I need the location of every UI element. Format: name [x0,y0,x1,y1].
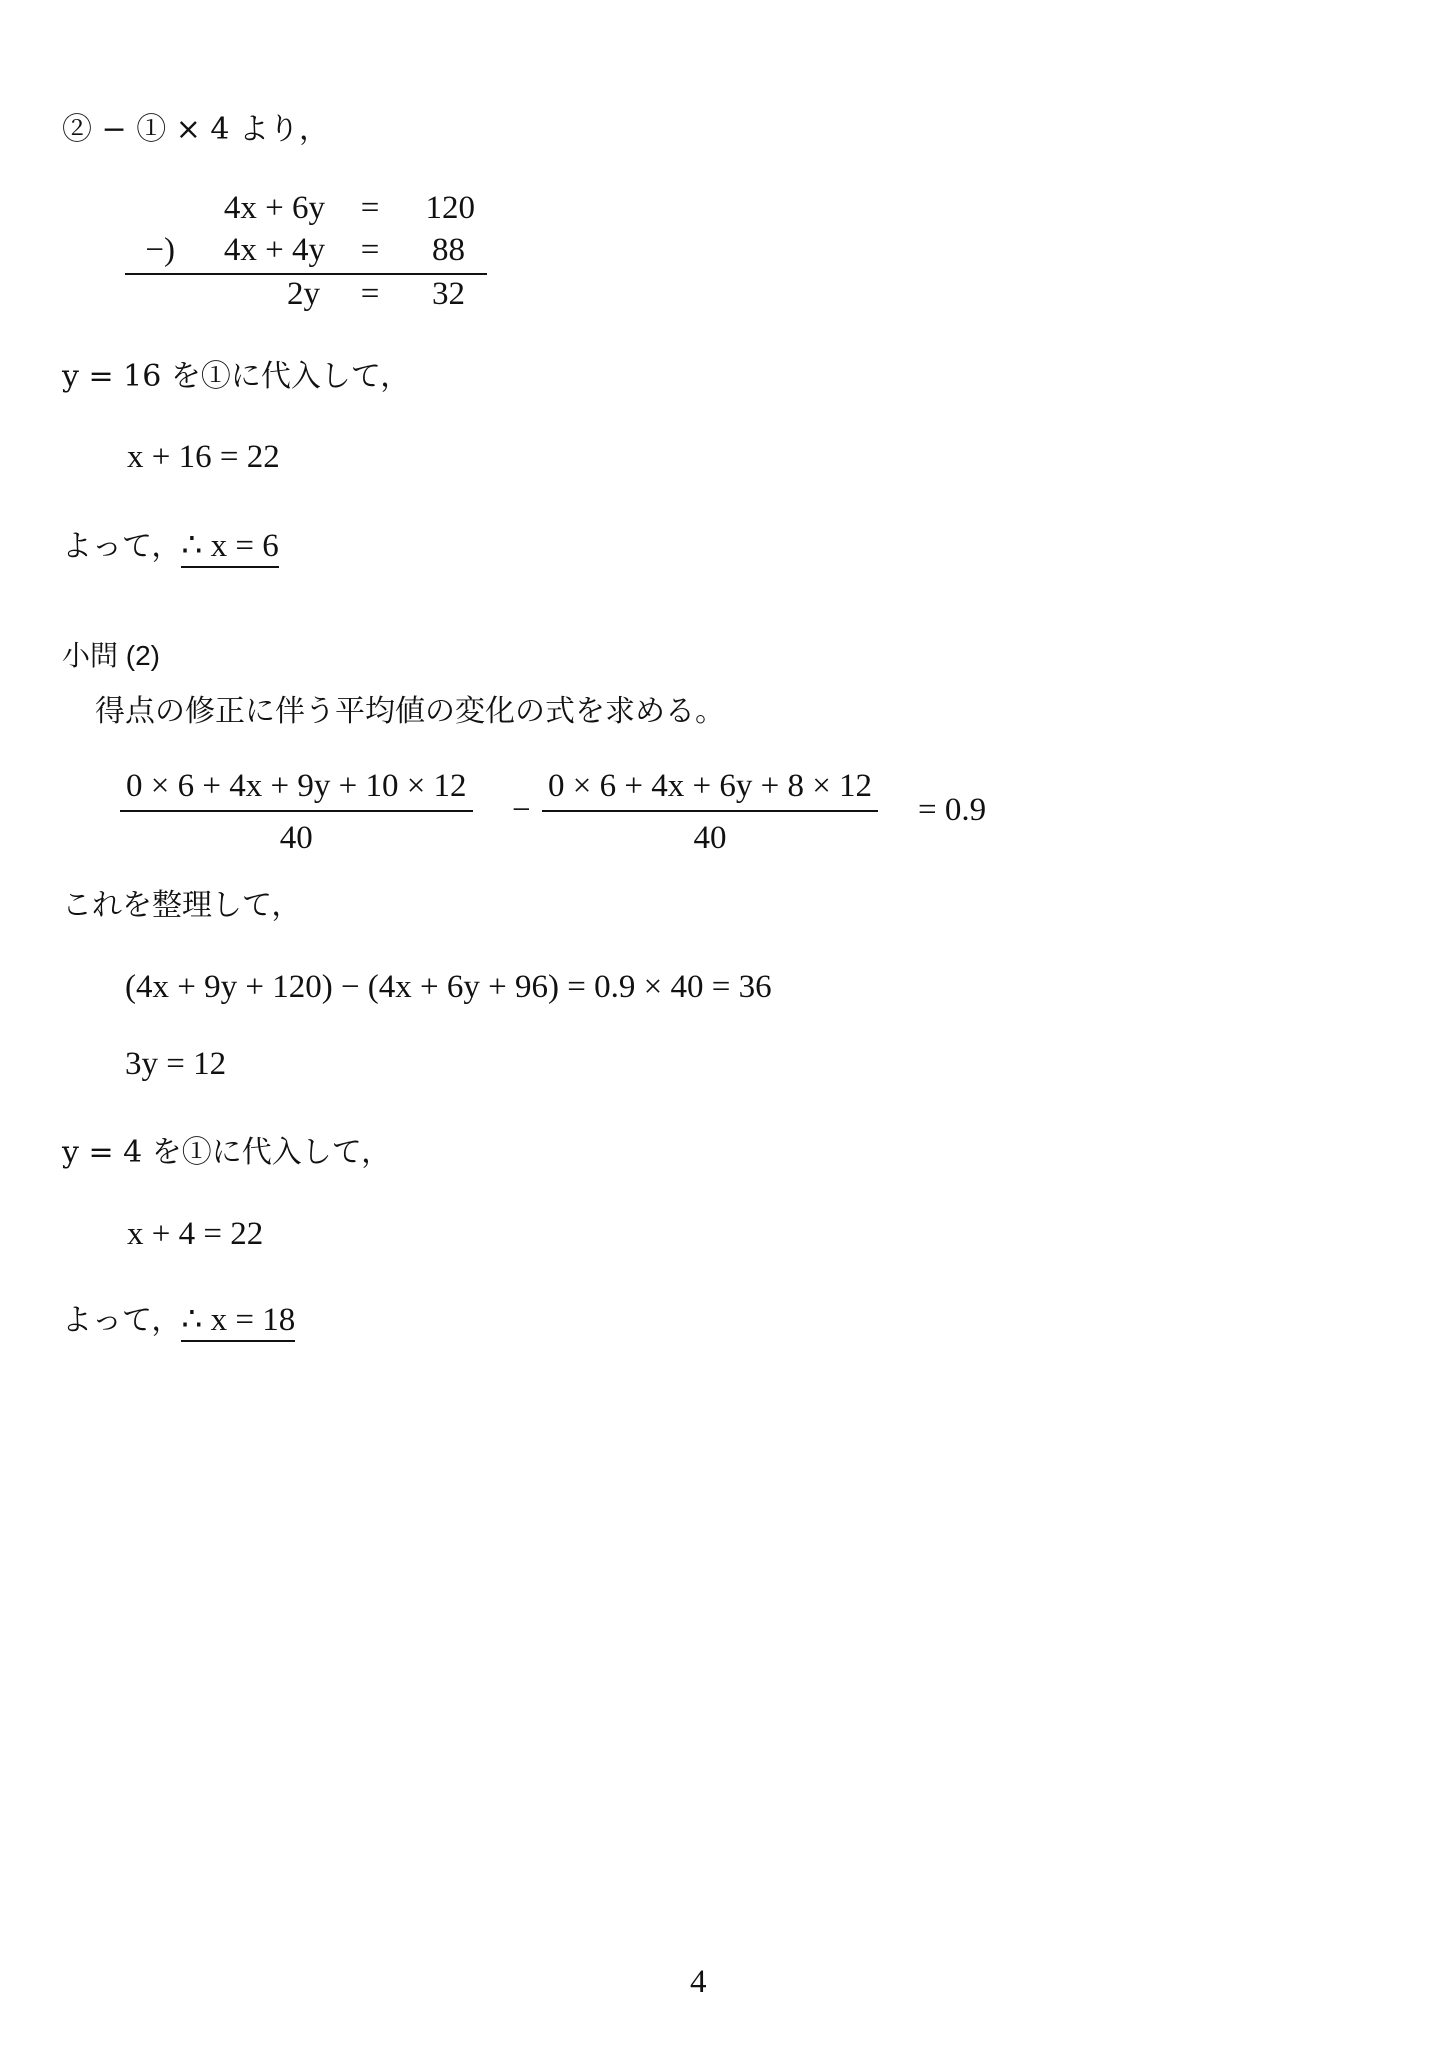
reduced-equation: 3y = 12 [125,1046,227,1082]
step1-intro: ② − ① × 4 より， [62,112,330,147]
step1-equation: x + 16 = 22 [127,439,280,475]
part2-description: 得点の修正に伴う平均値の変化の式を求める。 [95,694,725,729]
result-rhs: 32 [432,276,465,312]
fraction1-denominator: 40 [279,820,313,856]
fraction-old-mean [542,766,878,858]
result-equals: = [360,276,380,312]
page-number: 4 [690,1964,707,2000]
part2-heading: 小問 (2) [62,640,161,671]
part2-equation: x + 4 = 22 [127,1216,264,1252]
row2-rhs: 88 [432,232,465,268]
fraction1-numerator: 0 × 6 + 4x + 9y + 10 × 12 [120,766,473,812]
result-lhs: 2y [287,276,320,312]
row2-operator: −) [145,232,175,268]
answer-x6: ∴ x = 6 [181,528,278,568]
fraction-new-mean [120,766,473,858]
step1-answer-line [62,526,279,567]
answer-prefix: よって， [62,1303,182,1338]
fraction2-denominator: 40 [693,820,727,856]
row2-equals: = [360,232,380,268]
step1-substitution-intro: y = 16 を①に代入して， [62,359,411,394]
fraction-rhs: = 0.9 [918,792,987,828]
part2-substitution-intro: y = 4 を①に代入して， [62,1135,392,1170]
part2-answer-line [62,1300,295,1341]
row1-equals: = [360,190,380,226]
answer-prefix: よって， [62,529,182,564]
row2-lhs: 4x + 4y [223,232,325,268]
simplified-equation: (4x + 9y + 120) − (4x + 6y + 96) = 0.9 × 40 = 36 [125,969,772,1005]
row1-lhs: 4x + 6y [223,190,325,226]
minus-sign: − [512,792,531,828]
row1-rhs: 120 [425,190,475,226]
fraction2-numerator: 0 × 6 + 4x + 6y + 8 × 12 [542,766,878,812]
answer-x18: ∴ x = 18 [181,1302,295,1342]
simplify-intro: これを整理して， [62,888,302,923]
